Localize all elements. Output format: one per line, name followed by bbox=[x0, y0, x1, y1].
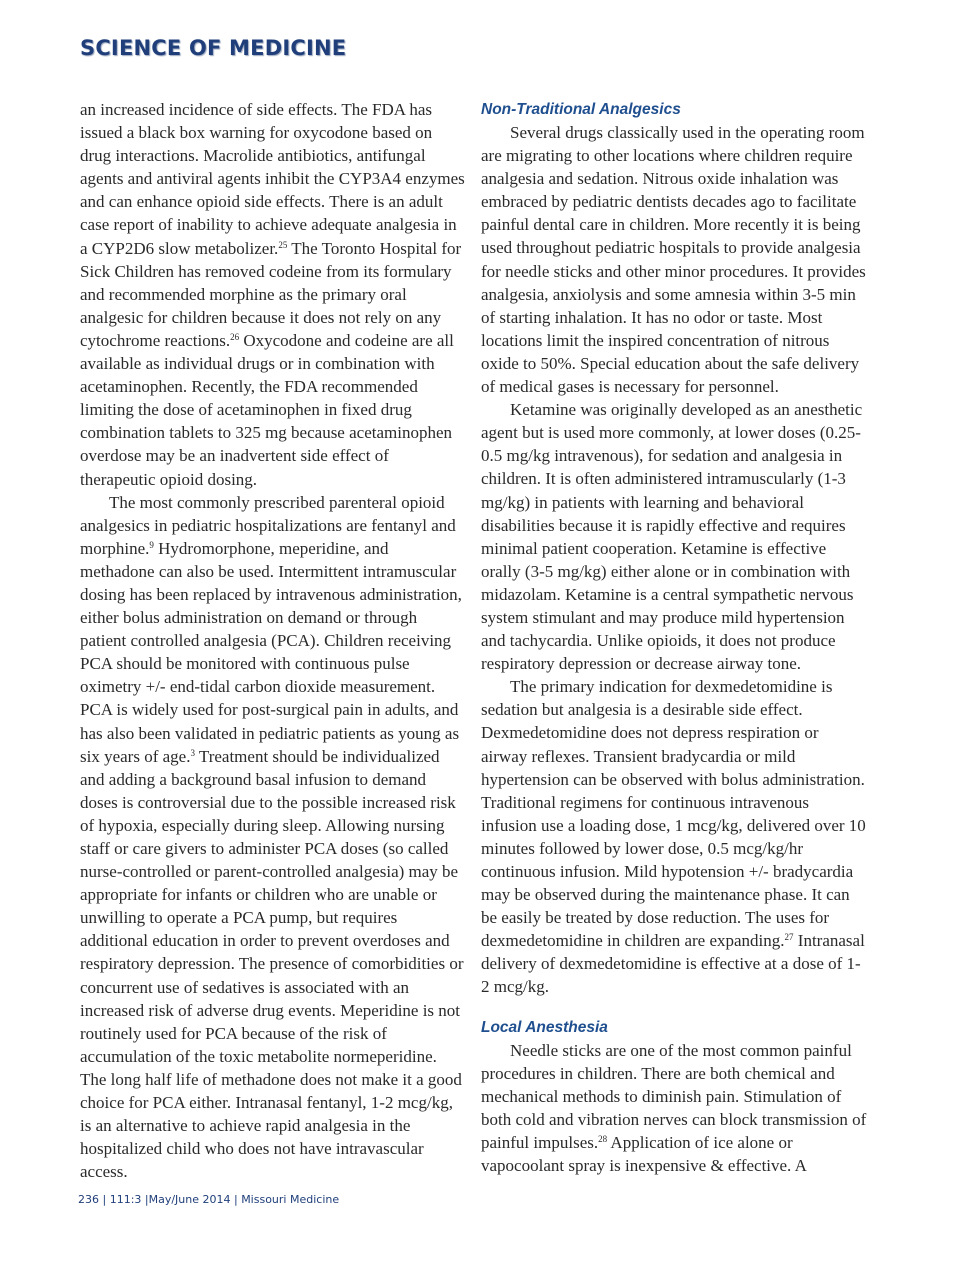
left-column bbox=[80, 98, 465, 1183]
paragraph-nitrous-oxide: Several drugs classically used in the operating room are migrating to other locations where children require analgesia and sedation. Nitrous oxide inhalation was embraced by pediatric dentists decades ago to facilitate painful dental care in children. More recently it is being used throughout pediatric hospitals to provide analgesia for needle sticks and other minor procedures. It provides analgesia, anxiolysis and some amnesia within 3-5 min of starting inhalation. It has no odor or taste. Most locations limit the inspired concentration of nitrous oxide to 50%. Special education about the safe delivery of medical gases is necessary for personnel. bbox=[481, 123, 866, 397]
reference-marker: 26 bbox=[230, 331, 240, 342]
paragraph-dexmedetomidine: The primary indication for dexmedetomidine is sedation but analgesia is a desirable side effect. Dexmedetomidine does not depress respiration or airway reflexes. Transient bradycardia or mild hypertension can be observed with bolus administration. Traditional regimens for continuous intravenous infusion use a loading dose, 1 mcg/kg, delivered over 10 minutes followed by lower dose, 0.5 mcg/kg/hr continuous infusion. Mild hypotension +/- bradycardia may be observed during the maintenance phase. It can be easily be treated by dose reduction. The uses for dexmedetomidine in children are expanding.$^{27}$ Intranasal delivery of dexmedetomidine is effective at a dose of 1-2 mcg/kg. bbox=[481, 677, 866, 997]
paragraph-ketamine: Ketamine was originally developed as an anesthetic agent but is used more commonly, at lower doses (0.25-0.5 mg/kg intravenous), for sedation and analgesia in children. It is often administered intramuscularly (1-3 mg/kg) in patients with learning and behavioral disabilities because it is rapidly effective and requires minimal patient cooperation. Ketamine is effective orally (3-5 mg/kg) either alone or in combination with midazolam. Ketamine is a central sympathetic nervous system stimulant and may produce mild hypertension and tachycardia. Unlike opioids, it does not produce respiratory depression or decrease airway tone. bbox=[481, 400, 863, 674]
right-column bbox=[481, 98, 867, 1177]
paragraph-opioid-interactions: an increased incidence of side effects. The FDA has issued a black box warning for oxycodone based on drug interactions. Macrolide antibiotics, antifungal agents and antiviral agents inhibit the CYP3A4 enzymes and can enhance opioid side effects. There is an adult case report of inability to achieve adequate analgesia in a CYP2D6 slow metabolizer.$^{25}$ The Toronto Hospital for Sick Children has removed codeine from its formulary and recommended morphine as the primary oral analgesic for children because it does not rely on any cytochrome reactions.$^{26}$ Oxycodone and codeine are all available as individual drugs or in combination with acetaminophen. Recently, the FDA recommended limiting the dose of acetaminophen in fixed drug combination tablets to 325 mg because acetaminophen overdose may be an inadvertent side effect of therapeutic opioid dosing. bbox=[80, 100, 465, 489]
reference-marker: 3 bbox=[190, 747, 195, 758]
reference-marker: 28 bbox=[598, 1133, 608, 1144]
reference-marker: 25 bbox=[278, 239, 288, 250]
paragraph-needle-sticks: Needle sticks are one of the most common painful procedures in children. There are both chemical and mechanical methods to diminish pain. Stimulation of both cold and vibration nerves can block transmission of painful impulses.$^{28}$ Application of ice alone or vapocoolant spray is inexpensive & effective. A bbox=[481, 1040, 867, 1176]
section-heading-non-traditional-analgesics: Non-Traditional Analgesics bbox=[481, 101, 681, 118]
section-heading-local-anesthesia: Local Anesthesia bbox=[481, 1018, 608, 1036]
reference-marker: 27 bbox=[784, 932, 794, 943]
page-footer: 236 | 111:3 |May/June 2014 | Missouri Medicine bbox=[78, 1193, 340, 1206]
paragraph-parenteral-opioids: The most commonly prescribed parenteral opioid analgesics in pediatric hospitalizations are fentanyl and morphine.$^9$ Hydromorphone, meperidine, and methadone can also be used. Intermittent intramuscular dosing has been replaced by intravenous administration, either bolus administration on demand or through patient controlled analgesia (PCA). Children receiving PCA should be monitored with continuous pulse oximetry +/- end-tidal carbon dioxide measurement. PCA is widely used for post-surgical pain in adults, and has also been validated in pediatric patients as young as six years of age.$^3$ Treatment should be individualized and adding a background basal infusion to demand doses is controversial due to the possible increased risk of hypoxia, especially during sleep. Allowing nursing staff or care givers to administer PCA doses (so called nurse-controlled or parent-controlled analgesia) may be appropriate for infants or children who are unable or unwilling to operate a PCA pump, but requires additional education in order to prevent overdoses and respiratory depression. The presence of comorbidities or concurrent use of sedatives is associated with an increased risk of adverse drug events. Meperidine is not routinely used for PCA because of the risk of accumulation of the toxic metabolite normeperidine. The long half life of methadone does not make it a good choice for PCA either. Intranasal fentanyl, 1-2 mcg/kg, is an alternative to achieve rapid analgesia in the hospitalized child who does not have intravascular access. bbox=[80, 492, 464, 1182]
journal-section-title: SCIENCE OF MEDICINE bbox=[80, 36, 347, 60]
reference-marker: 9 bbox=[149, 539, 154, 550]
